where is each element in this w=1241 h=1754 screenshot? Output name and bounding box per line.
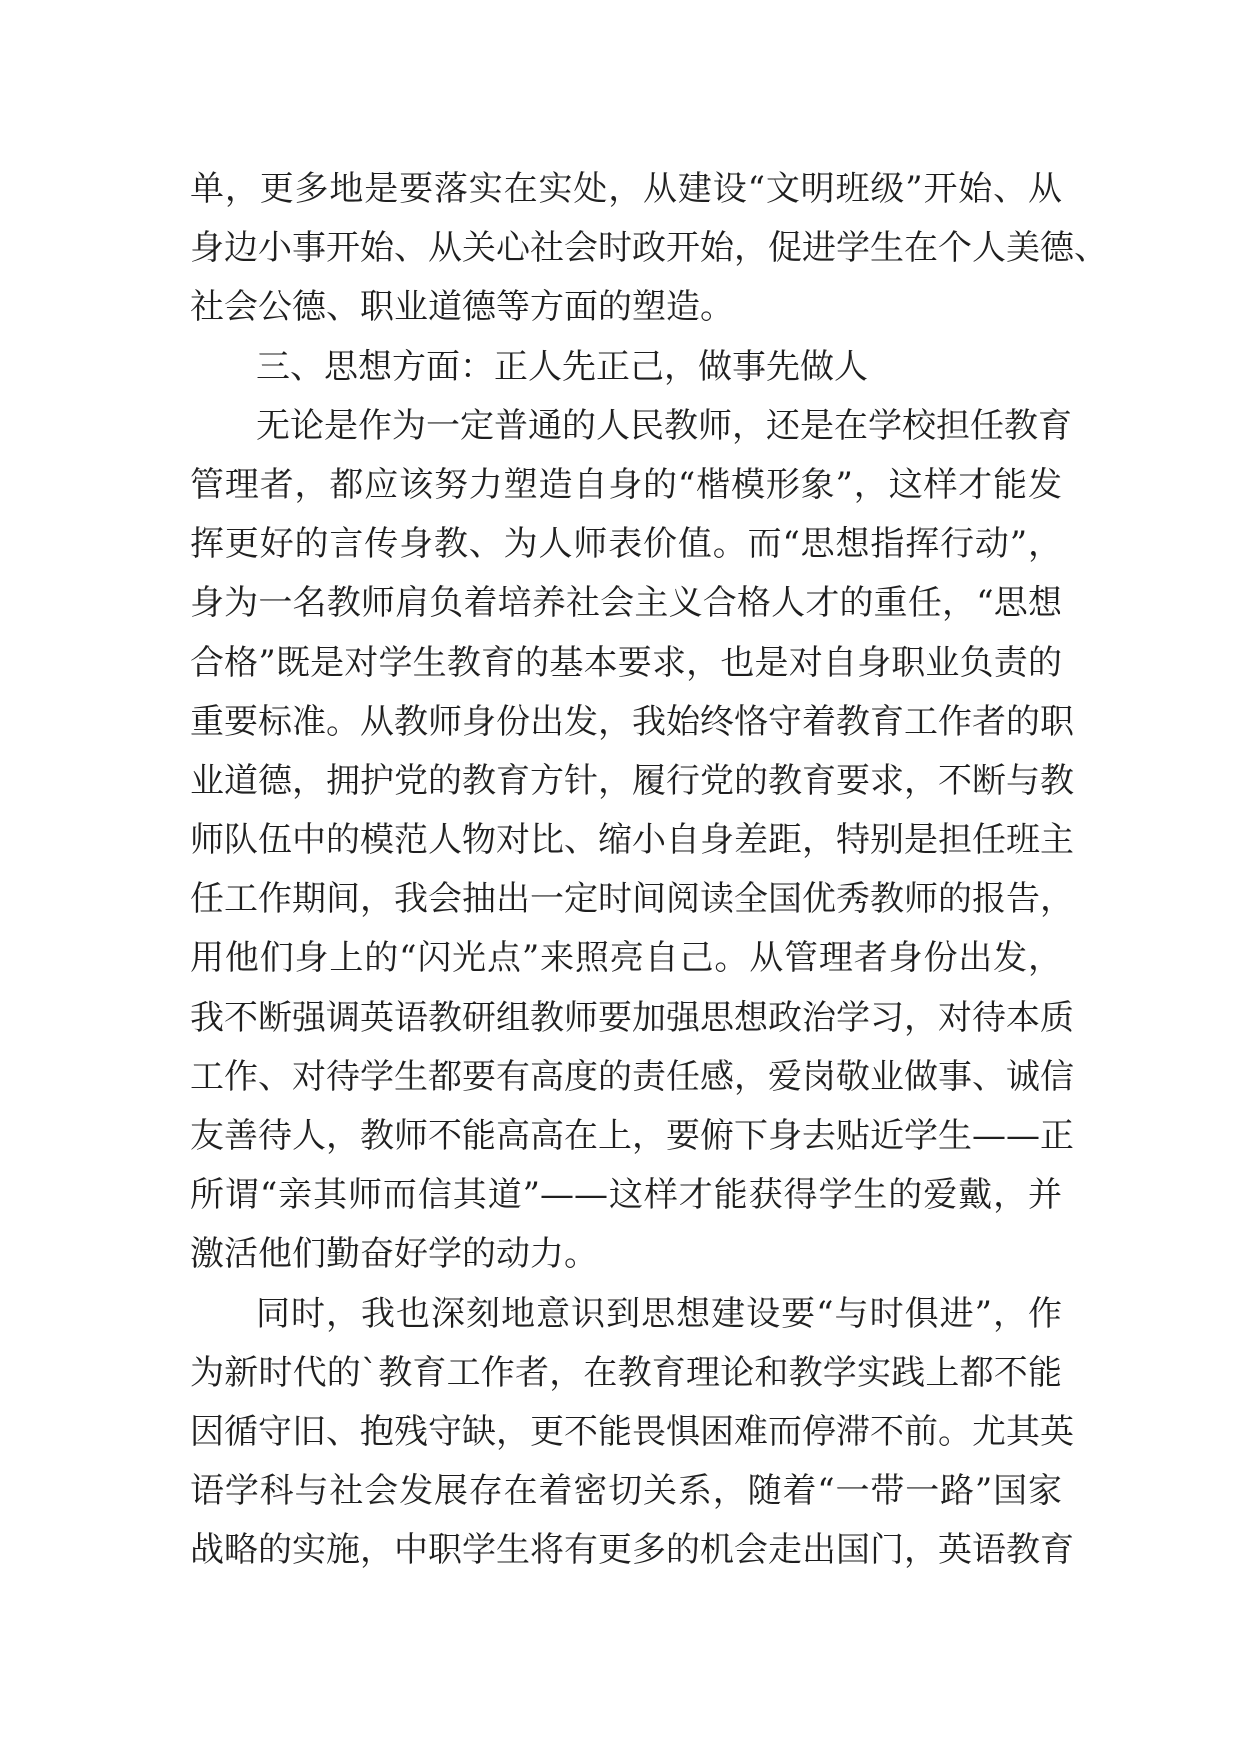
body-text xyxy=(190,160,1108,1581)
text-line: 用他们身上的“闪光点”来照亮自己。从管理者身份出发， xyxy=(190,938,1062,979)
text-line: 为新时代的`教育工作者，在教育理论和教学实践上都不能 xyxy=(190,1352,1062,1393)
text-line: 合格”既是对学生教育的基本要求，也是对自身职业负责的 xyxy=(190,642,1062,683)
text-line: 因循守旧、抱残守缺，更不能畏惧困难而停滞不前。尤其英 xyxy=(190,1411,1074,1452)
section-heading: 三、思想方面：正人先正己，做事先做人 xyxy=(256,346,868,387)
text-line: 所谓“亲其师而信其道”——这样才能获得学生的爱戴，并 xyxy=(190,1175,1062,1216)
text-line: 任工作期间，我会抽出一定时间阅读全国优秀教师的报告， xyxy=(190,879,1074,920)
text-line: 身边小事开始、从关心社会时政开始，促进学生在个人美德、 xyxy=(190,228,1108,269)
text-line: 激活他们勤奋好学的动力。 xyxy=(190,1234,598,1275)
text-line: 我不断强调英语教研组教师要加强思想政治学习，对待本质 xyxy=(190,997,1074,1038)
text-line: 工作、对待学生都要有高度的责任感，爱岗敬业做事、诚信 xyxy=(190,1056,1074,1097)
text-line: 重要标准。从教师身份出发，我始终恪守着教育工作者的职 xyxy=(190,701,1074,742)
text-line: 社会公德、职业道德等方面的塑造。 xyxy=(190,287,734,328)
text-line: 战略的实施，中职学生将有更多的机会走出国门，英语教育 xyxy=(190,1530,1074,1571)
text-line: 业道德，拥护党的教育方针，履行党的教育要求，不断与教 xyxy=(190,760,1074,801)
text-line: 单，更多地是要落实在实处，从建设“文明班级”开始、从 xyxy=(190,169,1062,209)
text-line: 师队伍中的模范人物对比、缩小自身差距，特别是担任班主 xyxy=(190,820,1074,861)
text-line: 友善待人，教师不能高高在上，要俯下身去贴近学生——正 xyxy=(190,1116,1074,1156)
text-line: 无论是作为一定普通的人民教师，还是在学校担任教育 xyxy=(256,405,1072,446)
text-line: 语学科与社会发展存在着密切关系，随着“一带一路”国家 xyxy=(190,1471,1062,1512)
text-line: 同时，我也深刻地意识到思想建设要“与时俱进”，作 xyxy=(256,1293,1062,1334)
text-line: 管理者，都应该努力塑造自身的“楷模形象”，这样才能发 xyxy=(190,464,1062,505)
text-line: 身为一名教师肩负着培养社会主义合格人才的重任，“思想 xyxy=(190,583,1062,624)
text-line: 挥更好的言传身教、为人师表价值。而“思想指挥行动”， xyxy=(190,524,1062,565)
